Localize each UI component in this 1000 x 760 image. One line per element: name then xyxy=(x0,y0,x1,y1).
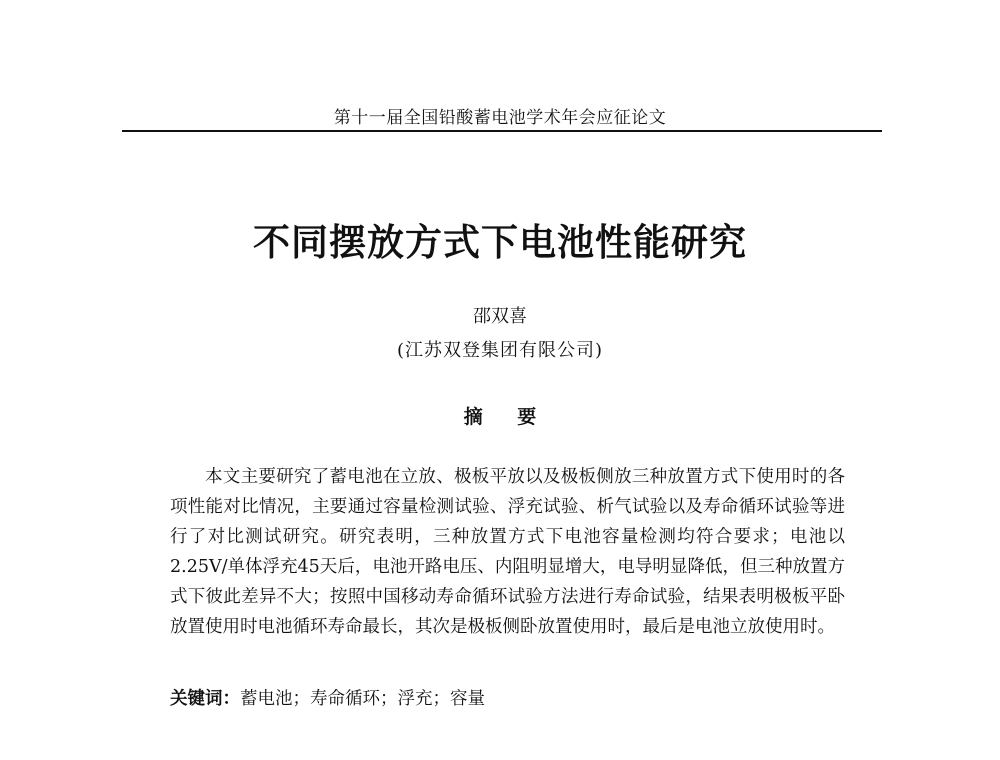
author-name: 邵双喜 xyxy=(473,306,527,327)
keywords-line xyxy=(170,685,485,710)
abstract-heading: 摘 要 xyxy=(463,406,551,428)
author-affiliation: (江苏双登集团有限公司) xyxy=(396,340,604,361)
keywords-list: 蓄电池；寿命循环；浮充；容量 xyxy=(240,689,485,709)
conference-header: 第十一届全国铅酸蓄电池学术年会应征论文 xyxy=(333,108,667,128)
paper-title: 不同摆放方式下电池性能研究 xyxy=(253,221,747,264)
keywords-label: 关键词： xyxy=(170,689,240,709)
header-rule xyxy=(122,130,882,132)
abstract-body: 本文主要研究了蓄电池在立放、极板平放以及极板侧放三种放置方式下使用时的各项性能对比情况，主要通过容量检测试验、浮充试验、析气试验以及寿命循环试验等进行了对比测试研究。研究表明，三种放置方式下电池容量检测均符合要求；电池以2.25V/单体浮充45天后，电池开路电压、内阻明显增大，电导明显降低，但三种放置方式下彼此差异不大；按照中国移动寿命循环试验方法进行寿命试验，结果表明极板平卧放置使用时电池循环寿命最长，其次是极板侧卧放置使用时，最后是电池立放使用时。 xyxy=(170,467,845,637)
